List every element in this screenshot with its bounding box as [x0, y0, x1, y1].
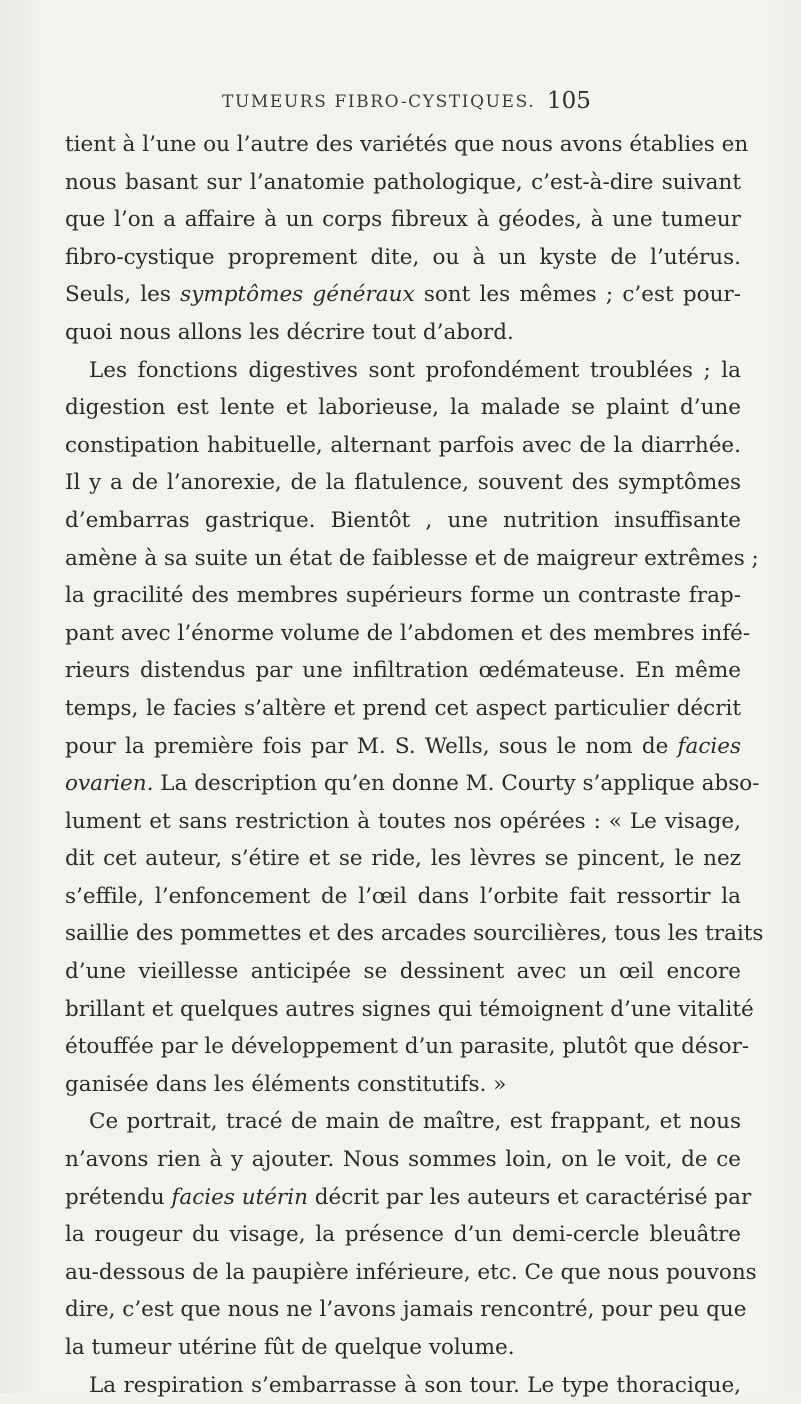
page-header [170, 88, 600, 118]
text-line: fibro-cystique proprement dite, ou à un kyste de l’utérus. [65, 244, 741, 270]
text-line: au-dessous de la paupière inférieure, etc. Ce que nous pouvons [65, 1259, 757, 1285]
text-line: La respiration s’embarrasse à son tour. Le type thoracique, [89, 1372, 741, 1398]
text-line: lument et sans restriction à toutes nos opérées : « Le visage, [65, 808, 741, 834]
text-line: étouffée par le développement d’un parasite, plutôt que désor- [65, 1034, 750, 1060]
text-line: pant avec l’énorme volume de l’abdomen et des membres infé- [65, 620, 751, 646]
text-line: digestion est lente et laborieuse, la malade se plaint d’une [65, 395, 741, 421]
text-line: la tumeur utérine fût de quelque volume. [65, 1335, 515, 1360]
text-line: tient à l’une ou l’autre des variétés que nous avons établies en [65, 132, 749, 157]
text-line: s’effile, l’enfoncement de l’œil dans l’orbite fait ressortir la [65, 883, 741, 909]
text-line: Il y a de l’anorexie, de la flatulence, souvent des symptômes [65, 470, 741, 496]
text-line: rieurs distendus par une infiltration œdémateuse. En même [65, 658, 741, 684]
text-line: pour la première fois par M. S. Wells, sous le nom de facies [65, 733, 741, 759]
text-line: la gracilité des membres supérieurs forme un contraste frap- [65, 583, 741, 609]
text-line: brillant et quelques autres signes qui témoignent d’une vitalité [65, 996, 754, 1022]
text-line: dit cet auteur, s’étire et se ride, les lèvres se pincent, le nez [65, 846, 741, 872]
text-line: quoi nous allons les décrire tout d’abord. [65, 319, 514, 345]
body-text [65, 126, 764, 1404]
text-line: constipation habituelle, alternant parfois avec de la diarrhée. [65, 432, 741, 458]
page-number: 105 [547, 88, 591, 114]
text-line: temps, le facies s’altère et prend cet aspect particulier décrit [65, 695, 741, 721]
text-line: nous basant sur l’anatomie pathologique, c’est-à-dire suivant [65, 169, 741, 195]
text-line: que l’on a affaire à un corps fibreux à géodes, à une tumeur [65, 207, 741, 233]
running-title: TUMEURS FIBRO-CYSTIQUES. [222, 92, 536, 112]
text-line: d’une vieillesse anticipée se dessinent avec un œil encore [65, 959, 741, 985]
text-line: ganisée dans les éléments constitutifs. » [65, 1071, 507, 1097]
text-line: Seuls, les symptômes généraux sont les mêmes ; c’est pour- [65, 282, 741, 308]
text-line: d’embarras gastrique. Bientôt , une nutrition insuffisante [65, 507, 741, 533]
text-line: amène à sa suite un état de faiblesse et de maigreur extrêmes ; [65, 545, 759, 571]
text-line: n’avons rien à y ajouter. Nous sommes loin, on le voit, de ce [65, 1147, 741, 1173]
text-line: ovarien. La description qu’en donne M. Courty s’applique abso- [65, 771, 760, 797]
text-line: saillie des pommettes et des arcades sourcilières, tous les traits [65, 921, 764, 947]
text-line: la rougeur du visage, la présence d’un demi-cercle bleuâtre [65, 1222, 741, 1248]
text-line: Ce portrait, tracé de main de maître, est frappant, et nous [89, 1109, 741, 1135]
text-line: dire, c’est que nous ne l’avons jamais rencontré, pour peu que [65, 1297, 747, 1323]
text-line: prétendu facies utérin décrit par les auteurs et caractérisé par [65, 1184, 752, 1210]
text-line: Les fonctions digestives sont profondément troublées ; la [89, 357, 741, 383]
